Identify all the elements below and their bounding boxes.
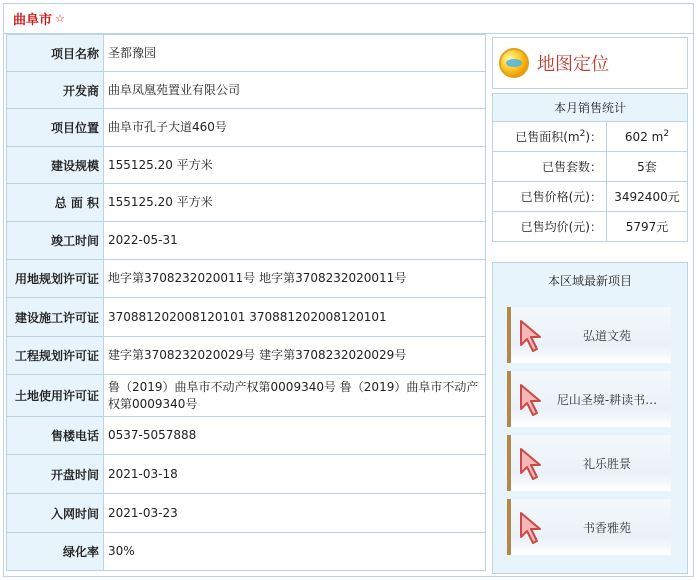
star-icon[interactable]: ☆ — [55, 12, 65, 25]
sold-area-value: 602 $m^2$ — [607, 122, 688, 152]
row-label: 绿化率 — [7, 533, 104, 571]
engineering-permit-value: 建字第3708232020029号 建字第3708232020029号 — [104, 337, 486, 375]
project-name-value: 圣都豫园 — [104, 35, 486, 72]
latest-project-item[interactable] — [507, 371, 671, 427]
table-row — [7, 35, 486, 72]
map-locate-label: 地图定位 — [537, 54, 609, 75]
avg-price-label: 已售均价(元)： — [493, 212, 607, 242]
row-label: 建设规模 — [7, 147, 104, 184]
table-row — [493, 122, 688, 152]
table-row — [7, 298, 486, 337]
greening-rate-value: 30% — [104, 533, 486, 571]
table-row — [7, 184, 486, 222]
table-row — [7, 147, 486, 184]
city-title: 曲阜市 — [13, 13, 53, 28]
construction-permit-value: 370881202008120101 370881202008120101 — [104, 298, 486, 337]
page-header — [4, 4, 693, 34]
cursor-arrow-icon — [513, 379, 547, 419]
row-label: 土地使用许可证 — [7, 375, 104, 417]
land-use-permit-value: 鲁（2019）曲阜市不动产权第0009340号 鲁（2019）曲阜市不动产权第0009340号 — [104, 375, 486, 417]
table-row — [7, 417, 486, 455]
table-row — [7, 375, 486, 417]
land-planning-permit-value: 地字第3708232020011号 地字第3708232020011号 — [104, 260, 486, 298]
total-area-value: 155125.20 平方米 — [104, 184, 486, 222]
row-label: 入网时间 — [7, 494, 104, 533]
table-row — [7, 533, 486, 571]
globe-icon — [499, 48, 529, 78]
table-row — [7, 337, 486, 375]
location-value: 曲阜市孔子大道460号 — [104, 109, 486, 147]
row-label: 用地规划许可证 — [7, 260, 104, 298]
table-row — [493, 152, 688, 182]
sold-area-label: 已售面积$(m^2)$： — [493, 122, 607, 152]
row-label: 开盘时间 — [7, 455, 104, 494]
row-label: 项目位置 — [7, 109, 104, 147]
sales-title: 本月销售统计 — [493, 94, 688, 122]
row-label: 总 面 积 — [7, 184, 104, 222]
latest-projects-title: 本区域最新项目 — [547, 273, 632, 288]
map-locate-button[interactable] — [492, 37, 688, 89]
latest-project-item[interactable] — [507, 499, 671, 555]
sold-price-label: 已售价格(元)： — [493, 182, 607, 212]
cursor-arrow-icon — [513, 315, 547, 355]
row-label: 项目名称 — [7, 35, 104, 72]
sold-count-label: 已售套数： — [493, 152, 607, 182]
row-label: 竣工时间 — [7, 222, 104, 260]
latest-project-item[interactable] — [507, 307, 671, 363]
table-row — [7, 109, 486, 147]
latest-project-item[interactable] — [507, 435, 671, 491]
table-row — [7, 222, 486, 260]
cursor-arrow-icon — [513, 443, 547, 483]
table-row — [7, 72, 486, 109]
sales-phone-value: 0537-5057888 — [104, 417, 486, 455]
developer-value: 曲阜凤凰苑置业有限公司 — [104, 72, 486, 109]
project-name: 礼乐胜景 — [582, 456, 631, 471]
table-row — [7, 455, 486, 494]
row-label: 开发商 — [7, 72, 104, 109]
table-row — [7, 260, 486, 298]
row-label: 工程规划许可证 — [7, 337, 104, 375]
table-row — [493, 212, 688, 242]
completion-date-value: 2022-05-31 — [104, 222, 486, 260]
avg-price-value: 5797元 — [607, 212, 688, 242]
row-label: 建设施工许可证 — [7, 298, 104, 337]
project-name: 尼山圣境-耕读书… — [556, 392, 658, 407]
row-label: 售楼电话 — [7, 417, 104, 455]
opening-date-value: 2021-03-18 — [104, 455, 486, 494]
cursor-arrow-icon — [513, 507, 547, 547]
project-name: 弘道文苑 — [582, 328, 631, 343]
sold-price-value: 3492400元 — [607, 182, 688, 212]
latest-projects-panel — [492, 262, 688, 574]
table-row — [493, 94, 688, 122]
project-info-table — [6, 34, 486, 571]
table-row — [7, 494, 486, 533]
sold-count-value: 5套 — [607, 152, 688, 182]
project-name: 书香雅苑 — [582, 520, 631, 535]
listing-date-value: 2021-03-23 — [104, 494, 486, 533]
scale-value: 155125.20 平方米 — [104, 147, 486, 184]
table-row — [493, 182, 688, 212]
monthly-sales-table — [492, 93, 688, 242]
